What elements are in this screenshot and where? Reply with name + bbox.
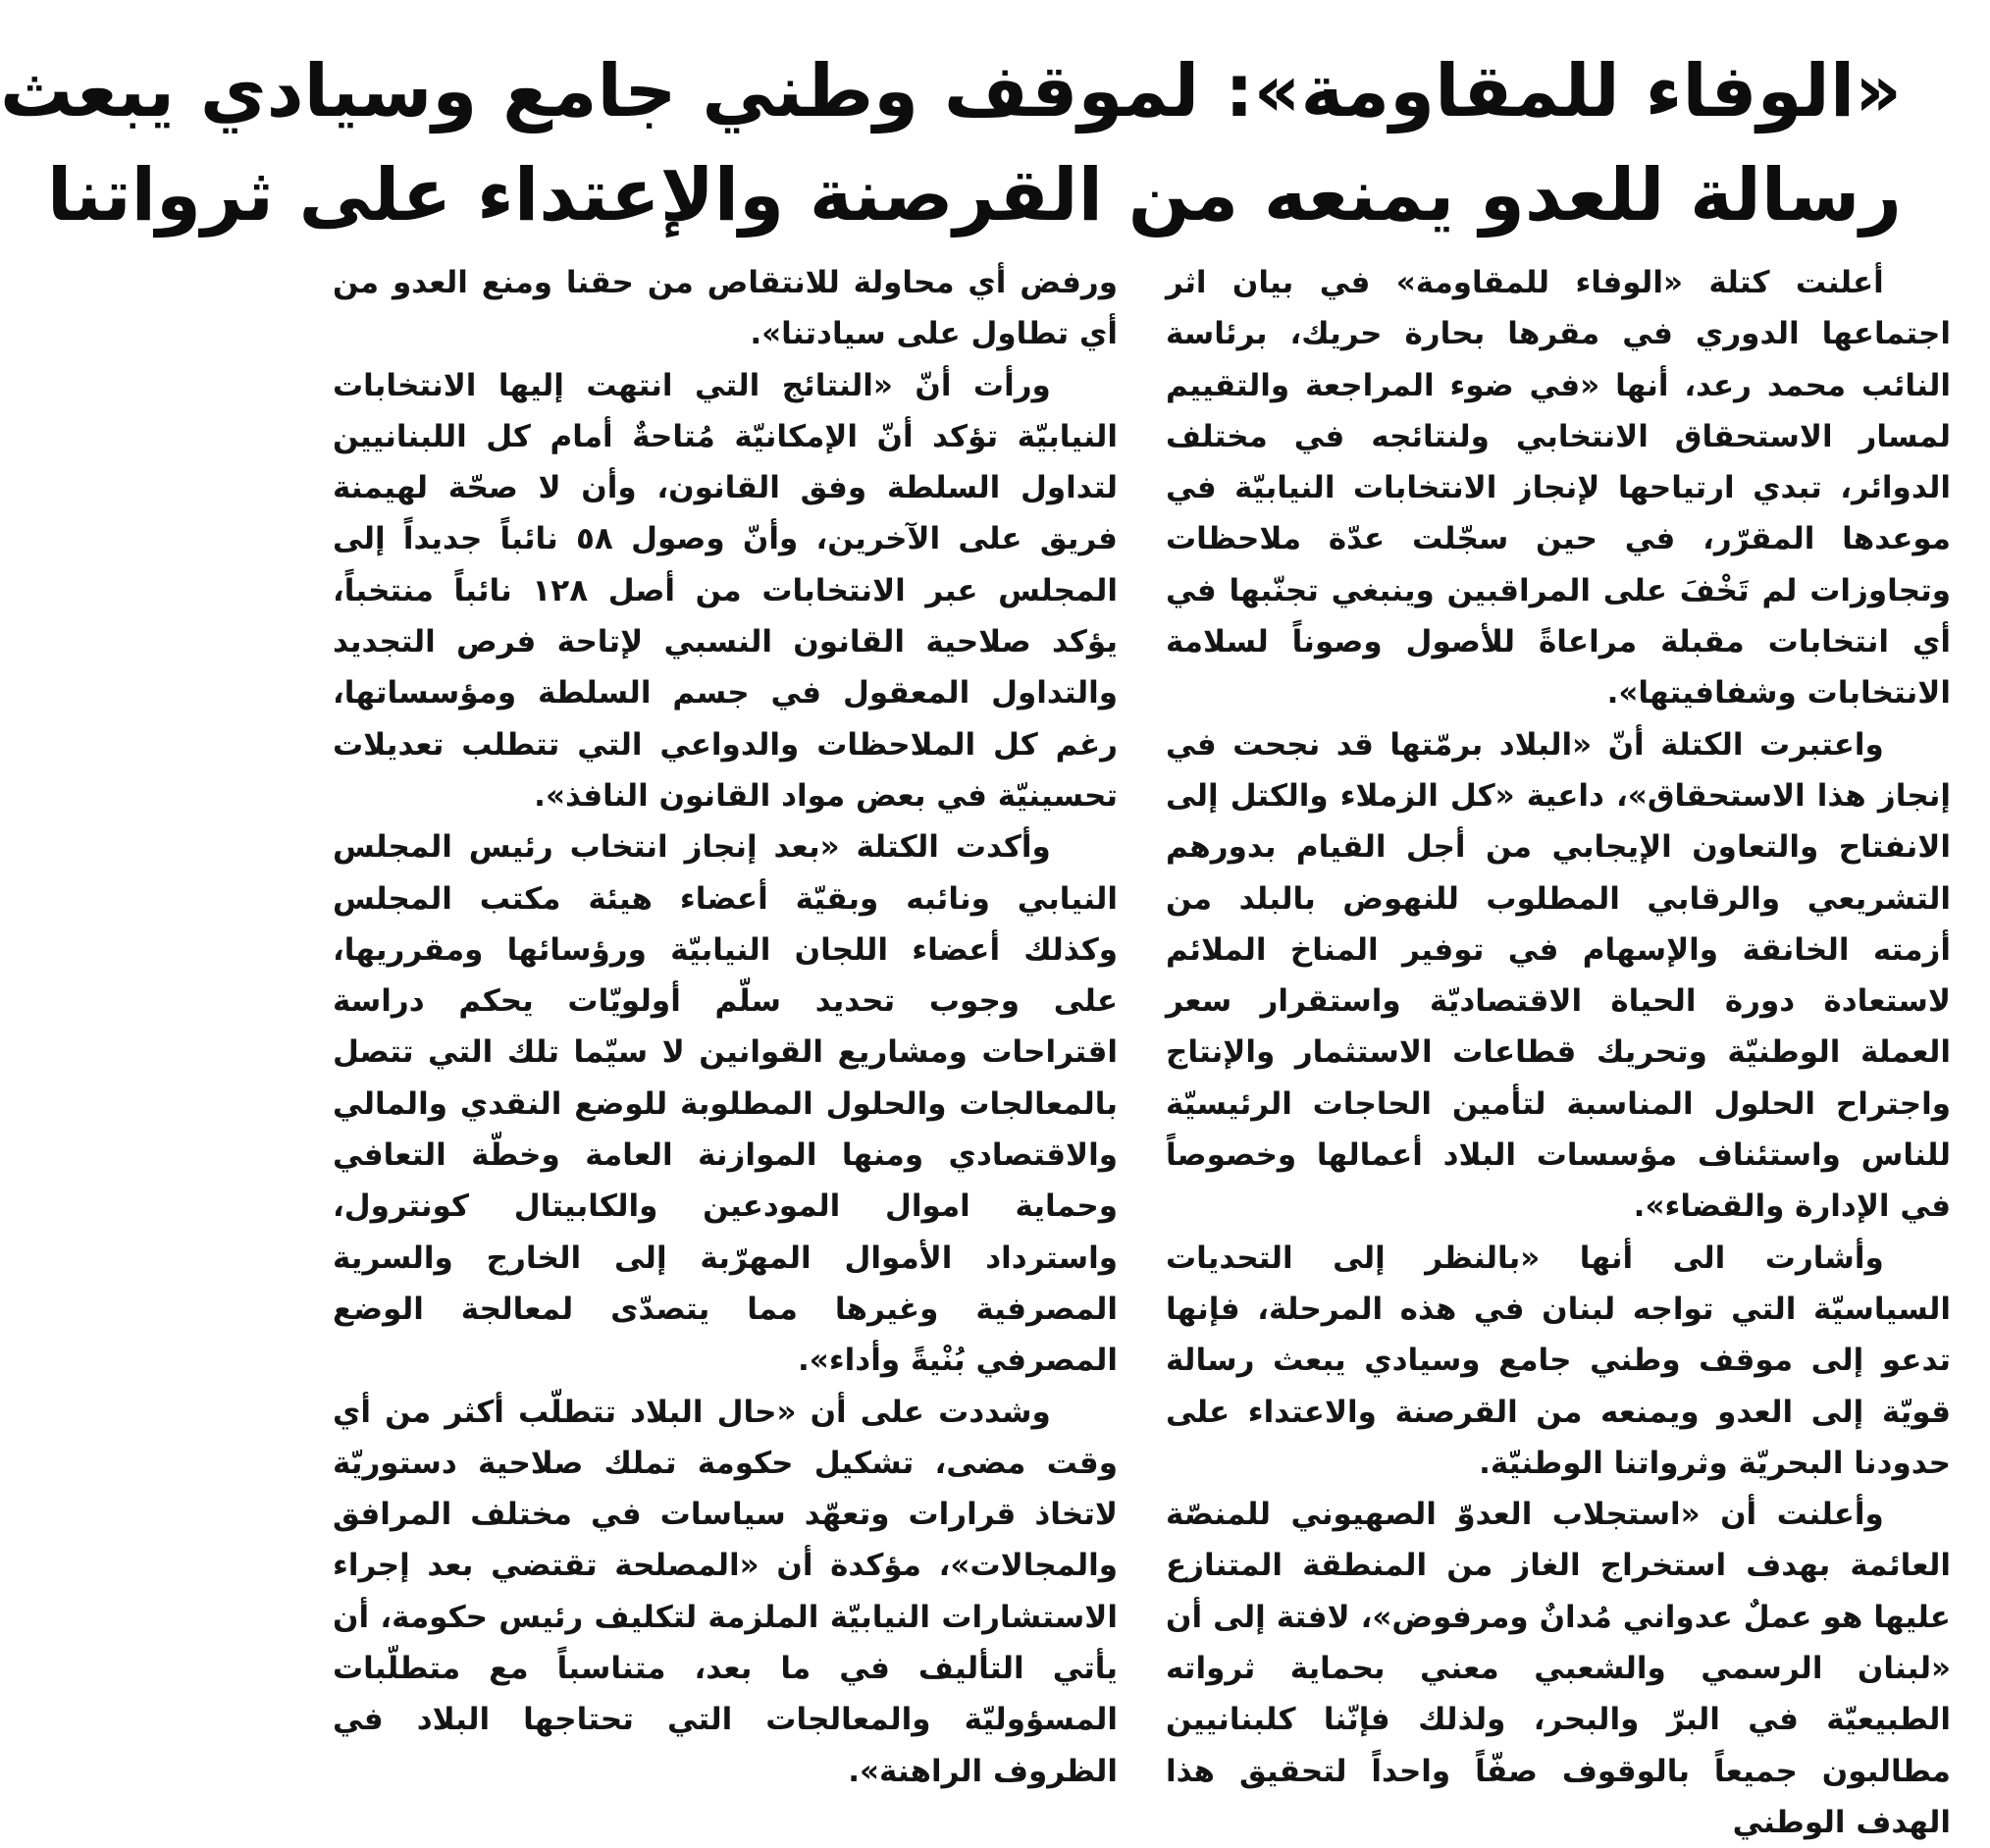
paragraph-left-4: وشددت على أن «حال البلاد تتطلّب أكثر من أي وقت مضى، تشكيل حكومة تملك صلاحية دستوريّة لاتخاذ قرارات وتعهّد سياسات في مختلف المرافق والمجالات»، مؤكدة أن «المصلحة تقتضي بعد إجراء الاستشارات النيابيّة الملزمة لتكليف رئيس حكومة، أن يأتي التأليف في ما بعد، متناسباً مع متطلّبات المسؤوليّة والمعالجات التي تحتاجها البلاد في الظروف الراهنة».: [333, 1394, 1118, 1789]
headline-line-1: «الوفاء للمقاومة»: لموقف وطني جامع وسيادي يبعث: [0, 49, 1902, 133]
paragraph-left-3: وأكدت الكتلة «بعد إنجاز انتخاب رئيس المجلس النيابي ونائبه وبقيّة أعضاء هيئة مكتب المجلس وكذلك أعضاء اللجان النيابيّة ورؤسائها ومقرريها، على وجوب تحديد سلّم أولويّات يحكم دراسة اقتراحات ومشاريع القوانين لا سيّما تلك التي تتصل بالمعالجات والحلول المطلوبة للوضع النقدي والمالي والاقتصادي ومنها الموازنة العامة وخطّة التعافي وحماية اموال المودعين والكابيتال كونترول، واسترداد الأموال المهرّبة إلى الخارج والسرية المصرفية وغيرها مما يتصدّى لمعالجة الوضع المصرفي بُنْيةً وأداء».: [333, 829, 1118, 1379]
paragraph-right-1: أعلنت كتلة «الوفاء للمقاومة» في بيان اثر اجتماعها الدوري في مقرها بحارة حريك، برئاسة النائب محمد رعد، أنها «في ضوء المراجعة والتقييم لمسار الاستحقاق الانتخابي ولنتائجه في مختلف الدوائر، تبدي ارتياحها لإنجاز الانتخابات النيابيّة في موعدها المقرّر، في حين سجّلت عدّة ملاحظات وتجاوزات لم تَخْفَ على المراقبين وينبغي تجنّبها في أي انتخابات مقبلة مراعاةً للأصول وصوناً لسلامة الانتخابات وشفافيتها».: [1166, 265, 1951, 712]
paragraph-right-3: وأشارت الى أنها «بالنظر إلى التحديات السياسيّة التي تواجه لبنان في هذه المرحلة، فإنها تدعو إلى موقف وطني جامع وسيادي يبعث رسالة قويّة إلى العدو ويمنعه من القرصنة والاعتداء على حدودنا البحريّة وثرواتنا الوطنيّة.: [1166, 1240, 1951, 1481]
article-headline: [0, 39, 1902, 247]
paragraph-left-1: ورفض أي محاولة للانتقاص من حقنا ومنع العدو من أي تطاول على سيادتنا».: [333, 265, 1118, 352]
paragraph-right-2: واعتبرت الكتلة أنّ «البلاد برمّتها قد نجحت في إنجاز هذا الاستحقاق»، داعية «كل الزملاء والكتل إلى الانفتاح والتعاون الإيجابي من أجل القيام بدورهم التشريعي والرقابي المطلوب للنهوض بالبلد من أزمته الخانقة والإسهام في توفير المناخ الملائم لاستعادة دورة الحياة الاقتصاديّة واستقرار سعر العملة الوطنيّة وتحريك قطاعات الاستثمار والإنتاج واجتراح الحلول المناسبة لتأمين الحاجات الرئيسيّة للناس واستئناف مؤسسات البلاد أعمالها وخصوصاً في الإدارة والقضاء».: [1166, 726, 1951, 1225]
article-column-right: [1166, 257, 1951, 1840]
paragraph-left-2: ورأت أنّ «النتائج التي انتهت إليها الانتخابات النيابيّة تؤكد أنّ الإمكانيّة مُتاحةٌ أمام كل اللبنانيين لتداول السلطة وفق القانون، وأن لا صحّة لهيمنة فريق على الآخرين، وأنّ وصول ٥٨ نائباً جديداً إلى المجلس عبر الانتخابات من أصل ١٢٨ نائباً منتخباً، يؤكد صلاحية القانون النسبي لإتاحة فرص التجديد والتداول المعقول في جسم السلطة ومؤسساتها، رغم كل الملاحظات والدواعي التي تتطلب تعديلات تحسينيّة في بعض مواد القانون النافذ».: [333, 367, 1119, 814]
headline-line-2: رسالة للعدو يمنعه من القرصنة والإعتداء على ثرواتنا: [46, 153, 1902, 238]
paragraph-right-4: وأعلنت أن «استجلاب العدوّ الصهيوني للمنصّة العائمة بهدف استخراج الغاز من المنطقة المتنازع عليها هو عملٌ عدواني مُدانٌ ومرفوض»، لافتة إلى أن «لبنان الرسمي والشعبي معني بحماية ثرواته الطبيعيّة في البرّ والبحر، ولذلك فإنّنا كلبنانيين مطالبون جميعاً بالوقوف صفّاً واحداً لتحقيق هذا الهدف الوطني: [1166, 1497, 1951, 1840]
article-column-left: [333, 257, 1119, 1789]
